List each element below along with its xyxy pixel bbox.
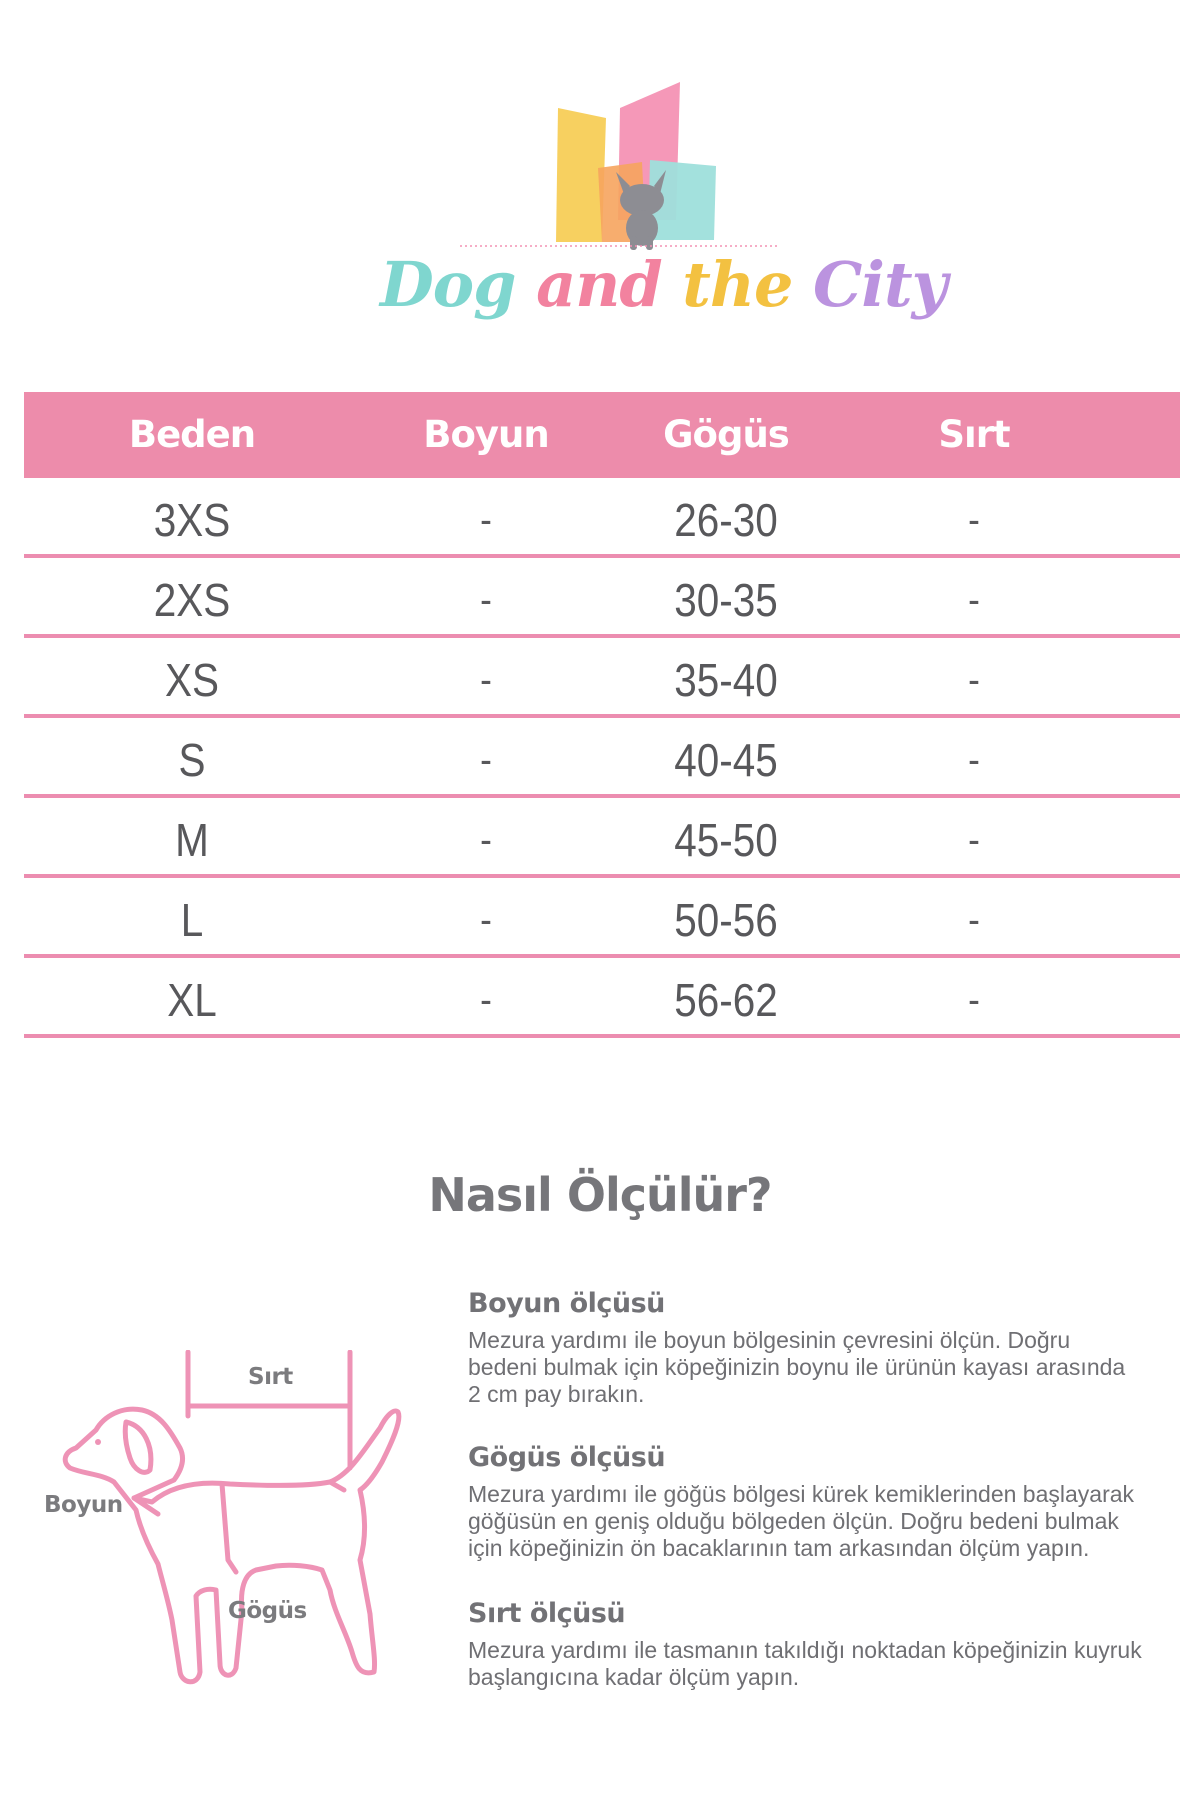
- table-header: [24, 392, 1180, 478]
- cell-boyun: -: [480, 818, 492, 862]
- cell-gogus: 56-62: [674, 974, 778, 1026]
- body-line: başlangıcına kadar ölçüm yapın.: [468, 1664, 800, 1690]
- cell-sirt: -: [968, 498, 980, 542]
- logo-word-city: City: [813, 248, 947, 321]
- section-title: Gögüs ölçüsü: [468, 1442, 666, 1473]
- cell-boyun: -: [480, 978, 492, 1022]
- cell-boyun: -: [480, 738, 492, 782]
- table-row: [24, 798, 1180, 878]
- section-gogus: [468, 1442, 1180, 1562]
- diagram-label-gogus: Gögüs: [228, 1598, 307, 1624]
- cell-beden: XL: [167, 974, 217, 1026]
- table-row: [24, 878, 1180, 958]
- cell-gogus: 26-30: [674, 494, 778, 546]
- cell-beden: XS: [164, 654, 220, 706]
- cell-boyun: -: [480, 498, 492, 542]
- header-boyun: Boyun: [423, 413, 549, 456]
- section-title: Sırt ölçüsü: [468, 1598, 626, 1629]
- body-line: göğüsün en geniş olduğu bölgeden ölçün. Doğru bedeni bulmak: [468, 1508, 1119, 1534]
- table-row: [24, 958, 1180, 1038]
- howto-title: Nasıl Ölçülür?: [428, 1168, 772, 1222]
- body-line: bedeni bulmak için köpeğinizin boynu ile ürünün kayası arasında: [468, 1354, 1126, 1380]
- cell-gogus: 50-56: [674, 894, 778, 946]
- cell-sirt: -: [968, 978, 980, 1022]
- diagram-label-boyun: Boyun: [44, 1492, 123, 1518]
- body-line: Mezura yardımı ile boyun bölgesinin çevresini ölçün. Doğru: [468, 1327, 1071, 1353]
- logo-word-the: the: [682, 248, 793, 321]
- cell-boyun: -: [480, 658, 492, 702]
- cell-gogus: 40-45: [674, 734, 778, 786]
- table-row: [24, 718, 1180, 798]
- header-sirt: Sırt: [938, 413, 1010, 456]
- section-body: [468, 1481, 1180, 1562]
- header-gogus: Gögüs: [663, 413, 789, 456]
- dog-measurement-diagram-icon: [30, 1350, 450, 1710]
- section-boyun: [468, 1288, 1180, 1408]
- diagram-label-sirt: Sırt: [248, 1364, 293, 1390]
- cell-boyun: -: [480, 898, 492, 942]
- table-row: [24, 638, 1180, 718]
- section-body: [468, 1327, 1180, 1408]
- size-table: [24, 392, 1180, 1038]
- brand-wordmark: [380, 230, 947, 340]
- cell-sirt: -: [968, 578, 980, 622]
- city-skyline-icon: [380, 70, 860, 250]
- header-beden: Beden: [128, 413, 256, 456]
- cell-beden: 2XS: [153, 574, 231, 626]
- table-row: [24, 558, 1180, 638]
- cell-beden: 3XS: [153, 494, 231, 546]
- body-line: Mezura yardımı ile tasmanın takıldığı noktadan köpeğinizin kuyruk: [468, 1637, 1142, 1663]
- section-sirt: [468, 1598, 1180, 1691]
- cell-gogus: 35-40: [674, 654, 778, 706]
- cell-sirt: -: [968, 818, 980, 862]
- section-title: Boyun ölçüsü: [468, 1288, 665, 1319]
- cell-beden: L: [180, 894, 204, 946]
- cell-sirt: -: [968, 658, 980, 702]
- brand-logo: [380, 70, 947, 340]
- table-row: [24, 478, 1180, 558]
- cell-beden: S: [178, 734, 206, 786]
- cell-boyun: -: [480, 578, 492, 622]
- cell-gogus: 30-35: [674, 574, 778, 626]
- cell-gogus: 45-50: [674, 814, 778, 866]
- body-line: 2 cm pay bırakın.: [468, 1381, 645, 1407]
- cell-sirt: -: [968, 738, 980, 782]
- body-line: için köpeğinizin ön bacaklarının tam arkasından ölçüm yapın.: [468, 1535, 1090, 1561]
- cell-sirt: -: [968, 898, 980, 942]
- section-body: [468, 1637, 1180, 1691]
- cell-beden: M: [175, 814, 209, 866]
- logo-word-and: and: [536, 248, 662, 321]
- logo-word-dog: Dog: [380, 248, 516, 321]
- body-line: Mezura yardımı ile göğüs bölgesi kürek kemiklerinden başlayarak: [468, 1481, 1135, 1507]
